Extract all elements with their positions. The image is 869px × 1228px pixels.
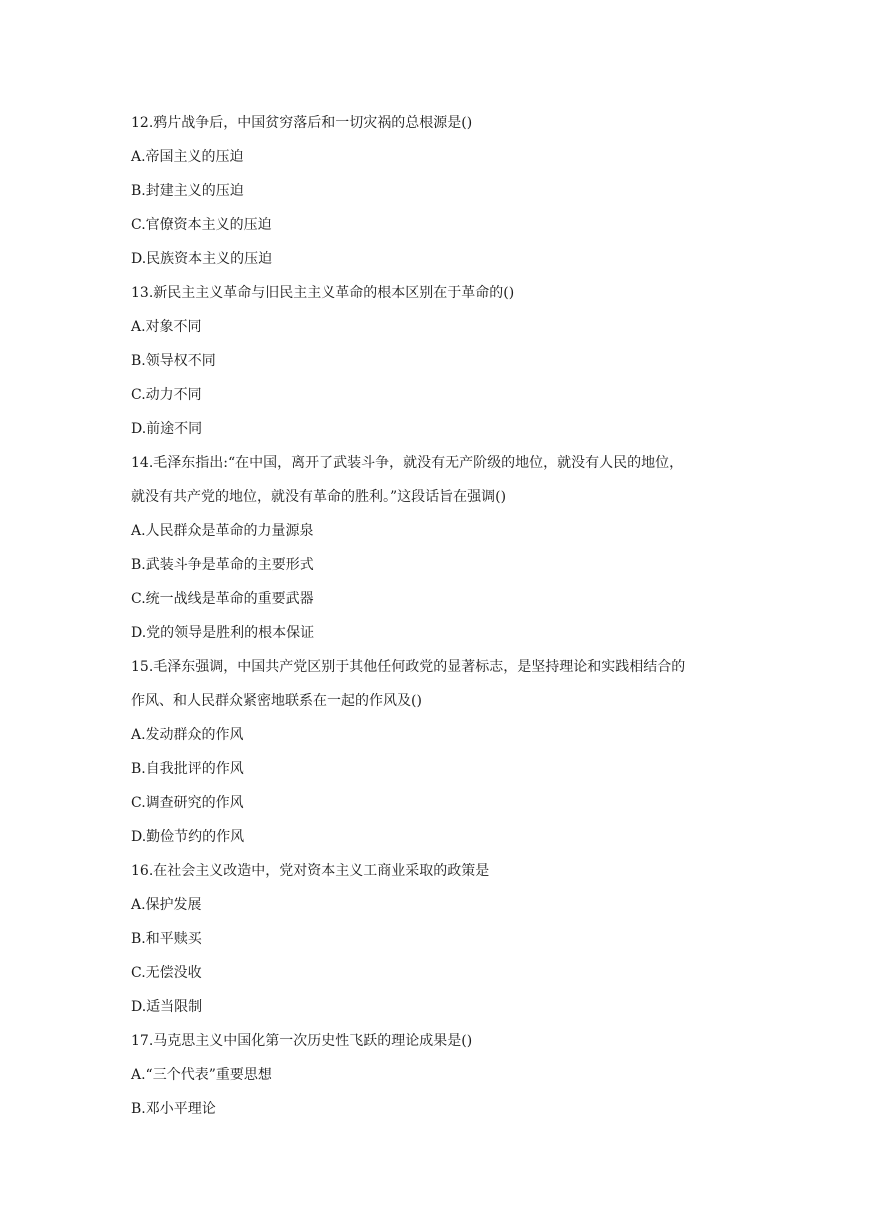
- question-stem-line: 13.新民主主义革命与旧民主主义革命的根本区别在于革命的(): [131, 285, 515, 301]
- option-d: D.勤俭节约的作风: [131, 829, 245, 845]
- option-a: A.保护发展: [131, 897, 202, 913]
- option-c: C.调查研究的作风: [131, 795, 244, 811]
- question-list: [131, 106, 751, 1126]
- question-stem: [131, 106, 751, 140]
- question-13: [131, 276, 751, 446]
- option-c: C.动力不同: [131, 387, 202, 403]
- option-b: B.封建主义的压迫: [131, 183, 244, 199]
- option-b: B.邓小平理论: [131, 1101, 216, 1117]
- question-stem-line: 16.在社会主义改造中，党对资本主义工商业采取的政策是: [131, 863, 490, 879]
- option-c: C.统一战线是革命的重要武器: [131, 591, 314, 607]
- question-stem: [131, 276, 751, 310]
- question-12: [131, 106, 751, 276]
- question-stem-line: 14.毛泽东指出:“在中国，离开了武装斗争，就没有无产阶级的地位，就没有人民的地位，: [131, 455, 684, 471]
- option-c: C.官僚资本主义的压迫: [131, 217, 272, 233]
- option-a: A.“三个代表”重要思想: [131, 1067, 272, 1083]
- option-d: D.党的领导是胜利的根本保证: [131, 625, 315, 641]
- option-a: A.帝国主义的压迫: [131, 149, 244, 165]
- option-d: D.民族资本主义的压迫: [131, 251, 273, 267]
- question-stem-line: 作风、和人民群众紧密地联系在一起的作风及(): [131, 693, 422, 709]
- option-b: B.自我批评的作风: [131, 761, 244, 777]
- question-stem-line: 12.鸦片战争后，中国贫穷落后和一切灾祸的总根源是(): [131, 115, 473, 131]
- option-b: B.武装斗争是革命的主要形式: [131, 557, 314, 573]
- question-stem-line: 17.马克思主义中国化第一次历史性飞跃的理论成果是(): [131, 1033, 473, 1049]
- question-15: [131, 650, 751, 854]
- option-c: C.无偿没收: [131, 965, 202, 981]
- option-a: A.人民群众是革命的力量源泉: [131, 523, 314, 539]
- question-17: [131, 1024, 751, 1126]
- question-14: [131, 446, 751, 650]
- question-stem: [131, 1024, 751, 1058]
- question-stem: [131, 854, 751, 888]
- option-a: A.对象不同: [131, 319, 202, 335]
- option-b: B.领导权不同: [131, 353, 216, 369]
- question-stem: [131, 650, 751, 718]
- option-d: D.前途不同: [131, 421, 203, 437]
- question-stem-line: 就没有共产党的地位，就没有革命的胜利。”这段话旨在强调(): [131, 489, 507, 505]
- question-stem-line: 15.毛泽东强调，中国共产党区别于其他任何政党的显著标志，是坚持理论和实践相结合的: [131, 659, 686, 675]
- option-b: B.和平赎买: [131, 931, 202, 947]
- option-d: D.适当限制: [131, 999, 203, 1015]
- question-16: [131, 854, 751, 1024]
- option-a: A.发动群众的作风: [131, 727, 244, 743]
- question-stem: [131, 446, 751, 514]
